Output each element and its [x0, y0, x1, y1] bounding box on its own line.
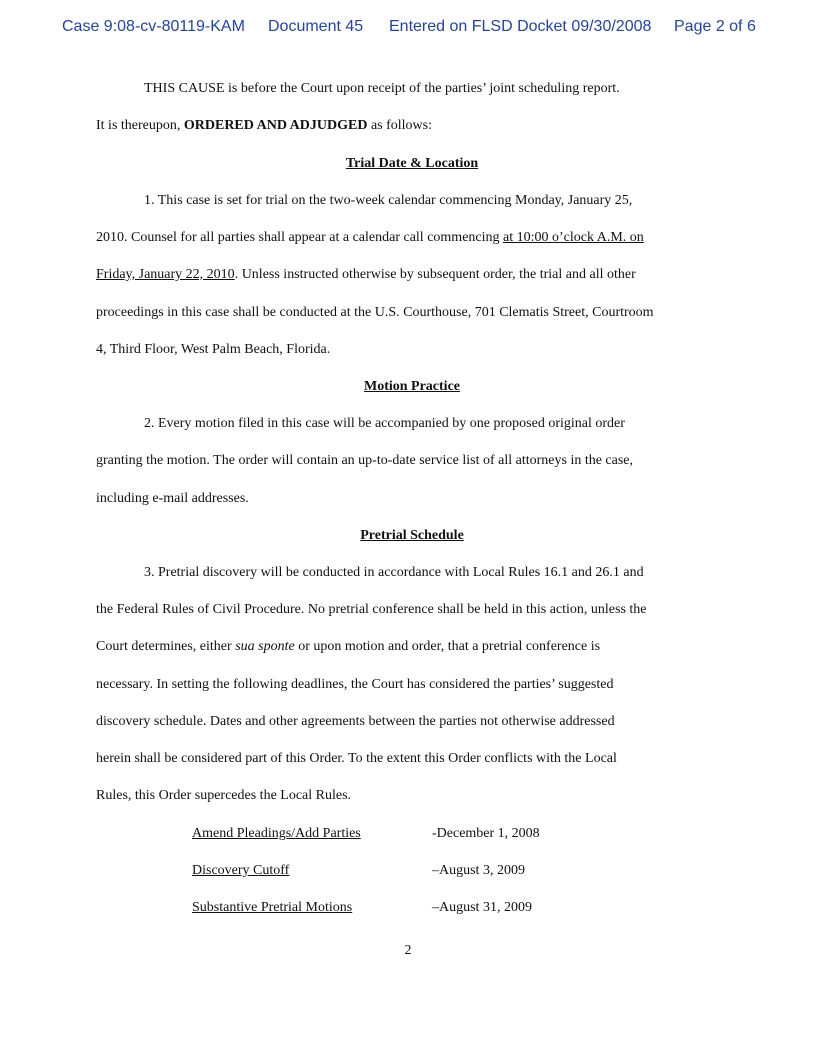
pretrial-line-5: discovery schedule. Dates and other agreements between the parties not otherwise addressed — [96, 714, 615, 729]
pretrial-line-4: necessary. In setting the following deadlines, the Court has considered the parties’ suggested — [96, 677, 614, 692]
schedule-label: Substantive Pretrial Motions — [192, 900, 353, 915]
document-number: Document 45 — [268, 18, 364, 35]
pretrial-line-7: Rules, this Order supercedes the Local Rules. — [96, 788, 352, 803]
schedule-label: Discovery Cutoff — [192, 863, 290, 878]
heading-pretrial: Pretrial Schedule — [360, 528, 464, 543]
pretrial-line-6: herein shall be considered part of this Order. To the extent this Order conflicts with the Local — [96, 751, 617, 766]
ordered-adjudged: ORDERED AND ADJUDGED — [183, 118, 368, 133]
pretrial-line-1: 3. Pretrial discovery will be conducted in accordance with Local Rules 16.1 and 26.1 and — [144, 565, 644, 580]
schedule-date: -December 1, 2008 — [432, 826, 540, 841]
schedule-date: –August 3, 2009 — [432, 863, 525, 878]
motion-line-1: 2. Every motion filed in this case will be accompanied by one proposed original order — [144, 416, 625, 431]
trial-line-2: 2010. Counsel for all parties shall appear at a calendar call commencing at 10:00 o’clock A.M. on — [96, 230, 644, 245]
trial-line-1: 1. This case is set for trial on the two-week calendar commencing Monday, January 25, — [144, 193, 633, 208]
docket-entry: Entered on FLSD Docket 09/30/2008 — [389, 18, 652, 35]
docket-header — [0, 18, 816, 40]
motion-line-2: granting the motion. The order will contain an up-to-date service list of all attorneys in the case, — [96, 453, 634, 468]
schedule-label: Amend Pleadings/Add Parties — [192, 826, 361, 841]
heading-motion: Motion Practice — [363, 379, 460, 394]
schedule-date: –August 31, 2009 — [432, 900, 532, 915]
trial-line-3: Friday, January 22, 2010. Unless instructed otherwise by subsequent order, the trial and all other — [96, 267, 636, 282]
trial-line-5: 4, Third Floor, West Palm Beach, Florida. — [96, 342, 331, 357]
order-line: It is thereupon, ORDERED AND ADJUDGED as follows: — [96, 118, 433, 133]
motion-line-3: including e-mail addresses. — [96, 491, 249, 506]
case-number: Case 9:08-cv-80119-KAM — [62, 18, 245, 35]
heading-trial: Trial Date & Location — [345, 156, 479, 171]
pretrial-line-2: the Federal Rules of Civil Procedure. No pretrial conference shall be held in this action, unless the — [96, 602, 647, 617]
page-number: 2 — [404, 943, 412, 958]
trial-line-4: proceedings in this case shall be conducted at the U.S. Courthouse, 701 Clematis Street, Courtroom — [96, 305, 654, 320]
intro-paragraph: THIS CAUSE is before the Court upon receipt of the parties’ joint scheduling report. — [144, 81, 620, 96]
page-indicator: Page 2 of 6 — [674, 18, 756, 35]
pretrial-line-3: Court determines, either sua sponte or upon motion and order, that a pretrial conference is — [96, 639, 601, 654]
